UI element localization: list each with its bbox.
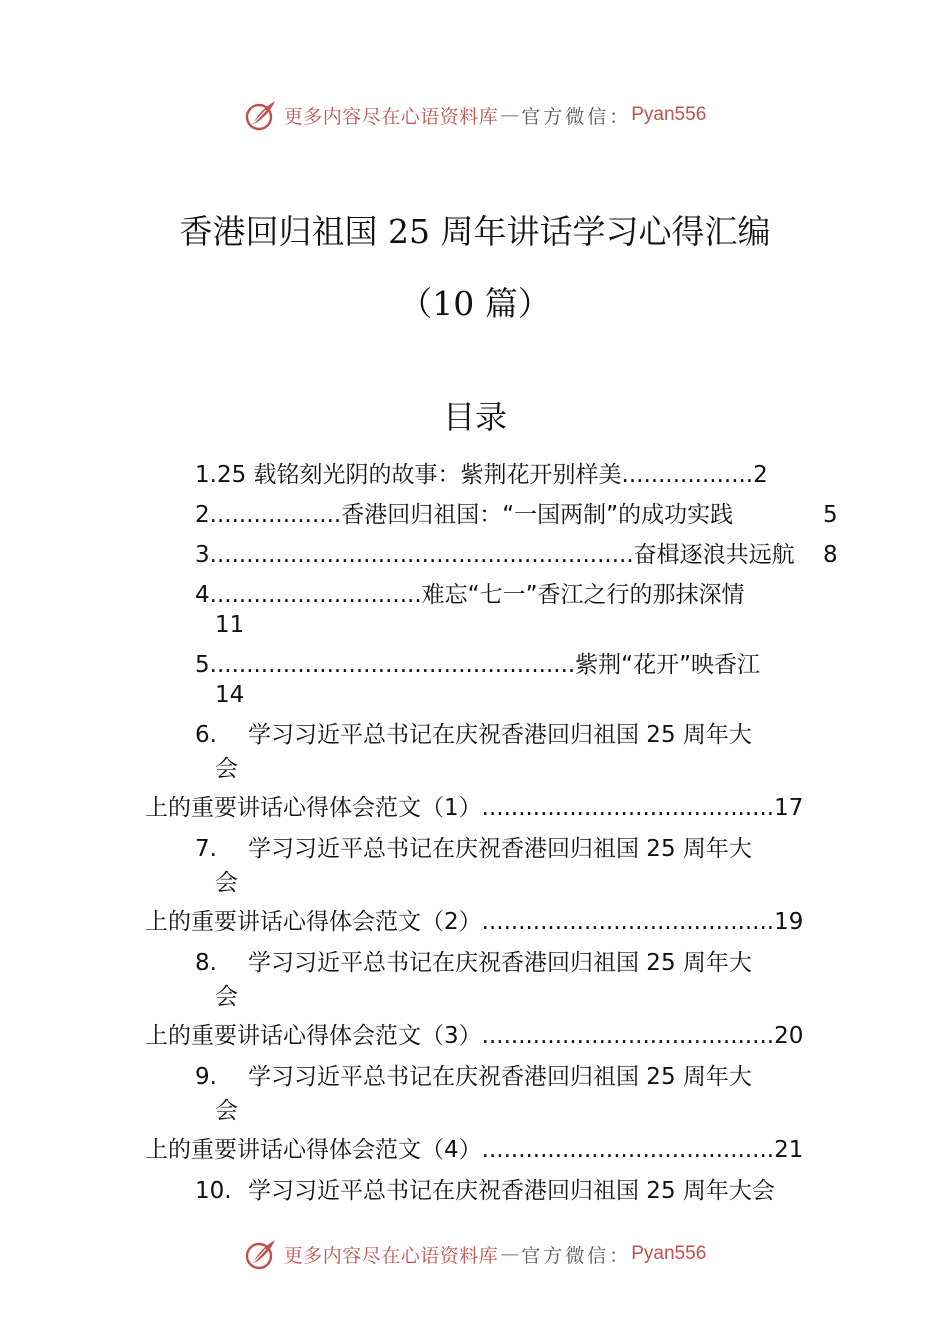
toc-entry-4[interactable]: 4.............................难忘“七一”香江之行的那抹深情 [195, 582, 745, 608]
toc-entry-7[interactable]: 学习习近平总书记在庆祝香港回归祖国 25 周年大 [248, 836, 752, 862]
toc-entry-5-page: 14 [215, 682, 245, 708]
footer-watermark [0, 1234, 950, 1274]
toc-entry-8-wrap: 会 [215, 984, 238, 1010]
watermark-wechat-id: Pyan556 [631, 104, 707, 125]
toc-entry-6-wrap: 会 [215, 756, 238, 782]
watermark-main-text: 更多内容尽在心语资料库 [283, 1244, 499, 1267]
toc-entry-8-cont[interactable]: 上的重要讲话心得体会范文（3）........................................20 [145, 1023, 804, 1049]
toc-entry-7-number: 7. [195, 836, 217, 862]
toc-entry-8[interactable]: 学习习近平总书记在庆祝香港回归祖国 25 周年大 [248, 950, 752, 976]
header-watermark [0, 95, 950, 135]
toc-entry-2[interactable]: 2..................香港回归祖国：“一国两制”的成功实践 [195, 502, 734, 528]
toc-entry-9[interactable]: 学习习近平总书记在庆祝香港回归祖国 25 周年大 [248, 1064, 752, 1090]
toc-entry-1[interactable]: 1.25 载铭刻光阴的故事：紫荆花开别样美..................2 [195, 462, 768, 488]
toc-entry-6-cont[interactable]: 上的重要讲话心得体会范文（1）........................................17 [145, 795, 804, 821]
toc-entry-10-number: 10. [195, 1178, 232, 1204]
toc-entry-3-page: 8 [823, 542, 838, 568]
toc-entry-7-wrap: 会 [215, 870, 238, 896]
document-subtitle: （10 篇） [399, 284, 551, 323]
feather-pen-logo-icon [244, 98, 278, 132]
toc-entry-9-wrap: 会 [215, 1098, 238, 1124]
toc-entry-7-cont[interactable]: 上的重要讲话心得体会范文（2）........................................19 [145, 909, 804, 935]
toc-heading: 目录 [442, 398, 507, 436]
toc-entry-2-page: 5 [823, 502, 838, 528]
watermark-wechat-label: 官方微信： [521, 105, 632, 128]
toc-entry-9-cont[interactable]: 上的重要讲话心得体会范文（4）........................................21 [145, 1137, 804, 1163]
toc-entry-6-number: 6. [195, 722, 217, 748]
watermark-wechat-label: 官方微信： [521, 1244, 632, 1267]
watermark-separator: — [500, 104, 520, 126]
toc-entry-8-number: 8. [195, 950, 217, 976]
toc-entry-4-page: 11 [215, 612, 245, 638]
watermark-wechat-id: Pyan556 [631, 1243, 707, 1264]
toc-entry-3[interactable]: 3..........................................................奋楫逐浪共远航 [195, 542, 795, 568]
toc-entry-6[interactable]: 学习习近平总书记在庆祝香港回归祖国 25 周年大 [248, 722, 752, 748]
document-title: 香港回归祖国 25 周年讲话学习心得汇编 [179, 212, 771, 251]
toc-entry-10[interactable]: 学习习近平总书记在庆祝香港回归祖国 25 周年大会 [248, 1178, 775, 1204]
watermark-main-text: 更多内容尽在心语资料库 [283, 105, 499, 128]
watermark-separator: — [500, 1243, 520, 1265]
feather-pen-logo-icon [244, 1237, 278, 1271]
toc-entry-9-number: 9. [195, 1064, 217, 1090]
toc-entry-5[interactable]: 5..................................................紫荆“花开”映香江 [195, 652, 761, 678]
